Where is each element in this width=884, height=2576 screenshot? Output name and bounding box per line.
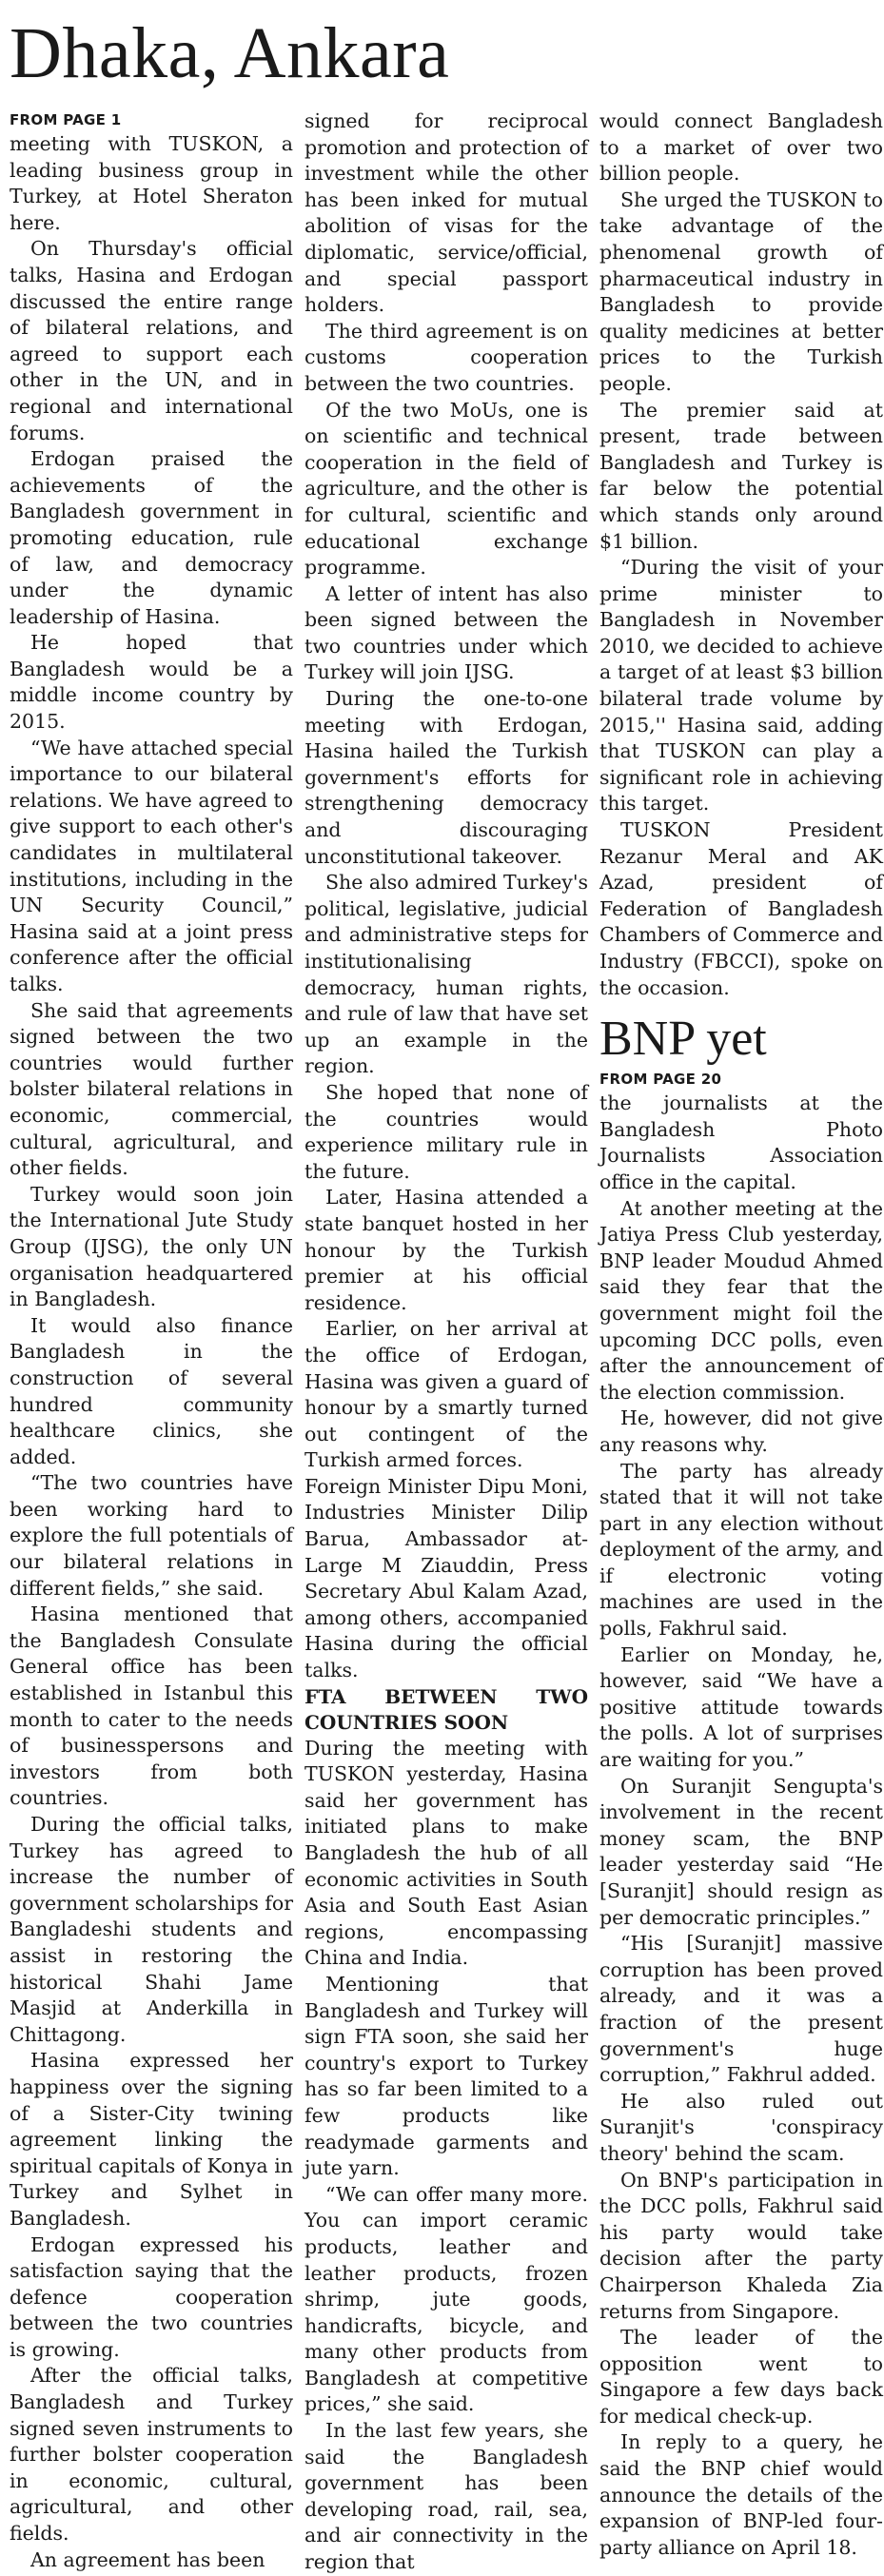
- paragraph: TUSKON President Rezanur Meral and AK Azad, president of Federation of Bangladesh Chambers of Commerce and Industry (FBCCI), spoke on the occasion.: [599, 818, 883, 999]
- paragraph: At another meeting at the Jatiya Press Club yesterday, BNP leader Moudud Ahmed said they fear that the government might foil the upcoming DCC polls, even after the announcement of the election commission.: [599, 1196, 883, 1404]
- paragraph: In reply to a query, he said the BNP chief would announce the details of the expansion of BNP-led four-party alliance on April 18.: [599, 2430, 883, 2559]
- paragraph: meeting with TUSKON, a leading business group in Turkey, at Hotel Sheraton here.: [10, 132, 293, 234]
- paragraph: During the one-to-one meeting with Erdogan, Hasina hailed the Turkish government's efforts for strengthening democracy and discouraging unconstitutional takeover.: [304, 687, 588, 868]
- paragraph: He also ruled out Suranjit's 'conspiracy theory' behind the scam.: [599, 2089, 883, 2165]
- paragraph: “We have attached special importance to our bilateral relations. We have agreed to give support to each other's candidates in multilateral institutions, including in the UN Security Council,” Hasina said at a joint press conference after the official talks.: [10, 736, 293, 995]
- paragraph: the journalists at the Bangladesh Photo Journalists Association office in the capital.: [599, 1091, 883, 1193]
- paragraph: The leader of the opposition went to Singapore a few days back for medical check-up.: [599, 2326, 883, 2428]
- article-body-part-1: [10, 131, 293, 2573]
- paragraph: She said that agreements signed between the two countries would further bolster bilateral relations in economic, commercial, cultural, agricultural, and other fields.: [10, 998, 293, 1180]
- paragraph: would connect Bangladesh to a market of over two billion people.: [599, 109, 883, 186]
- column-2: [304, 108, 588, 2574]
- paragraph: On Suranjit Sengupta's involvement in the recent money scam, the BNP leader yesterday said “He [Suranjit] should resign as per democratic principles.”: [599, 1774, 883, 1929]
- paragraph: “We can offer many more. You can import ceramic products, leather and leather products, frozen shrimp, jute goods, handicrafts, bicycle, and many other products from Bangladesh at competitive prices,” she said.: [304, 2182, 588, 2416]
- article-body-part-2: [304, 108, 588, 1474]
- paragraph: Earlier on Monday, he, however, said “We have a positive attitude towards the polls. A lot of surprises are waiting for you.”: [599, 1642, 883, 1772]
- paragraph: “During the visit of your prime minister to Bangladesh in November 2010, we decided to achieve a target of at least $3 billion bilateral trade volume by 2015,'' Hasina said, adding that TUSKON can play a significant role in achieving this target.: [599, 556, 883, 816]
- paragraph: Turkey would soon join the International Jute Study Group (IJSG), the only UN organisation headquartered in Bangladesh.: [10, 1182, 293, 1311]
- sub-jump-label: FROM PAGE 20: [599, 1071, 722, 1089]
- paragraph: Of the two MoUs, one is on scientific and technical cooperation in the field of agriculture, and the other is for cultural, scientific and educational exchange programme.: [304, 398, 588, 580]
- column-3: [599, 108, 883, 2559]
- paragraph: The third agreement is on customs cooperation between the two countries.: [304, 319, 588, 395]
- paragraph: Hasina mentioned that the Bangladesh Consulate General office has been established in Istanbul this month to cater to the needs of businesspersons and investors from both countries.: [10, 1603, 293, 1810]
- section-subhead: FTA BETWEEN TWO COUNTRIES SOON: [304, 1684, 588, 1734]
- article-body-part-4: [599, 108, 883, 1001]
- paragraph: She hoped that none of the countries would experience military rule in the future.: [304, 1080, 588, 1183]
- paragraph: Mentioning that Bangladesh and Turkey will sign FTA soon, she said her country's export to Turkey has so far been limited to a few products like readymade garments and jute yarn.: [304, 1972, 588, 2180]
- sub-article-body: [599, 1091, 883, 2561]
- paragraph: The premier said at present, trade between Bangladesh and Turkey is far below the potential which stands only around $1 billion.: [599, 398, 883, 553]
- paragraph: It would also finance Bangladesh in the construction of several hundred community healthcare clinics, she added.: [10, 1313, 293, 1468]
- paragraph: signed for reciprocal promotion and protection of investment while the other has been inked for mutual abolition of visas for the diplomatic, service/official, and special passport holders.: [304, 109, 588, 317]
- paragraph: On BNP's participation in the DCC polls, Fakhrul said his party would take decision after the party Chairperson Khaleda Zia returns from Singapore.: [599, 2168, 883, 2323]
- paragraph: During the meeting with TUSKON yesterday, Hasina said her government has initiated plans to make Bangladesh the hub of all economic activities in South Asia and South East Asian regions, encompassing China and India.: [304, 1736, 588, 1970]
- paragraph: An agreement has been: [30, 2547, 265, 2571]
- paragraph: “The two countries have been working hard to explore the full potentials of our bilateral relations in different fields,” she said.: [10, 1471, 293, 1600]
- paragraph: Earlier, on her arrival at the office of Erdogan, Hasina was given a guard of honour by a smartly turned out contingent of the Turkish armed forces.: [304, 1317, 588, 1472]
- paragraph: Erdogan expressed his satisfaction saying that the defence cooperation between the two countries is growing.: [10, 2232, 293, 2361]
- paragraph: He hoped that Bangladesh would be a middle income country by 2015.: [10, 631, 293, 734]
- paragraph: On Thursday's official talks, Hasina and Erdogan discussed the entire range of bilateral relations, and agreed to support each other in the UN, and in regional and international forums.: [10, 237, 293, 444]
- paragraph: Later, Hasina attended a state banquet hosted in her honour by the Turkish premier at his official residence.: [304, 1186, 588, 1314]
- paragraph: He, however, did not give any reasons why.: [599, 1406, 883, 1456]
- paragraph: A letter of intent has also been signed between the two countries under which Turkey will join IJSG.: [304, 581, 588, 684]
- jump-label: FROM PAGE 1: [10, 111, 122, 128]
- article-body-part-3: [304, 1736, 588, 2576]
- paragraph: The party has already stated that it will not take part in any election without deployment of the army, and if electronic voting machines are used in the polls, Fakhrul said.: [599, 1459, 883, 1641]
- paragraph: She urged the TUSKON to take advantage of the phenomenal growth of pharmaceutical industry in Bangladesh to provide quality medicines at better prices to the Turkish people.: [599, 187, 883, 395]
- paragraph: In the last few years, she said the Bangladesh government has been developing road, rail, sea, and air connectivity in the region that: [304, 2419, 588, 2574]
- paragraph: Hasina expressed her happiness over the signing of a Sister-City twining agreement linking the spiritual capitals of Konya in Turkey and Sylhet in Bangladesh.: [10, 2049, 293, 2230]
- paragraph: She also admired Turkey's political, legislative, judicial and administrative steps for institutionalising democracy, human rights, and rule of law that have set up an example in the region.: [304, 871, 588, 1078]
- paragraph: During the official talks, Turkey has agreed to increase the number of government scholarships for Bangladeshi students and assist in restoring the historical Shahi Jame Masjid at Anderkilla in Chittagong.: [10, 1813, 294, 2046]
- column-1: [10, 108, 294, 2571]
- paragraph: “His [Suranjit] massive corruption has been proved already, and it was a fraction of the present government's huge corruption,” Fakhrul added.: [599, 1932, 883, 2087]
- attendees-paragraph: Foreign Minister Dipu Moni, Industries Minister Dilip Barua, Ambassador at-Large M Ziauddin, Press Secretary Abul Kalam Azad, among others, accompanied Hasina during the official talks.: [304, 1474, 588, 1682]
- paragraph: After the official talks, Bangladesh and Turkey signed seven instruments to further bolster cooperation in economic, cultural, agricultural, and other fields.: [10, 2364, 293, 2546]
- sub-headline: BNP yet: [599, 1012, 767, 1067]
- paragraph: Erdogan praised the achievements of the Bangladesh government in promoting education, rule of law, and democracy under the dynamic leadership of Hasina.: [10, 447, 293, 628]
- headline: Dhaka, Ankara: [10, 13, 450, 93]
